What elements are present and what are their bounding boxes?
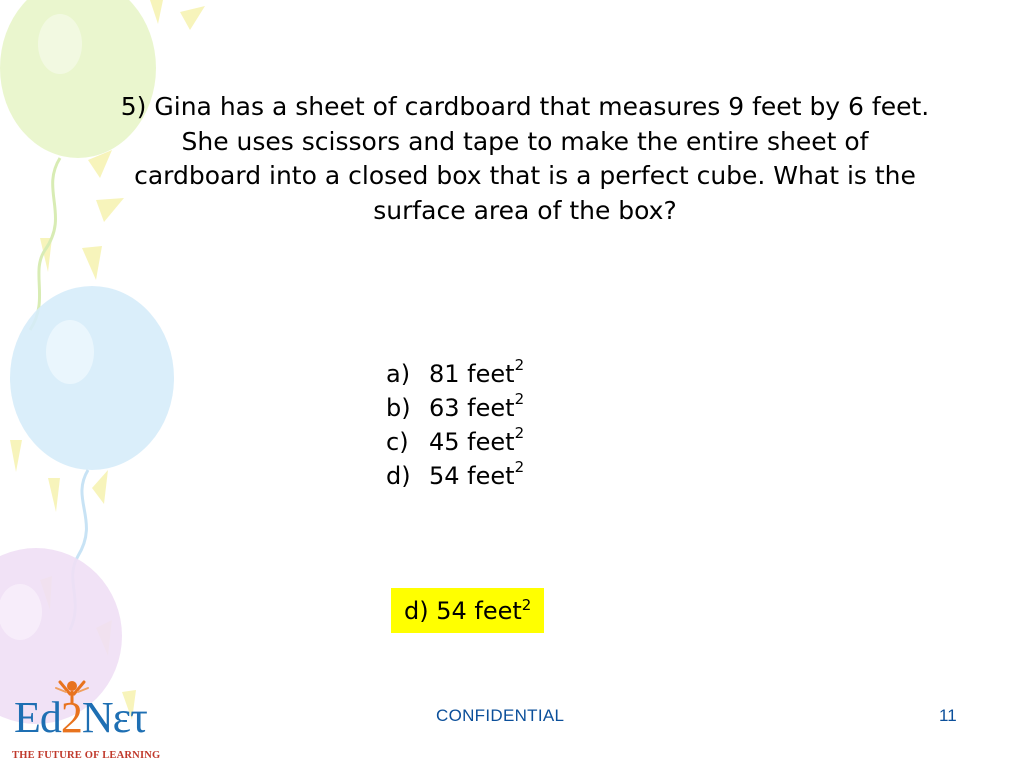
question-text: 5) Gina has a sheet of cardboard that measures 9 feet by 6 feet. She uses scissors and tape to make the entire sheet of cardboard into a closed box that is a perfect cube. What is the surface area of the box? (120, 92, 930, 225)
option-c (386, 425, 524, 459)
option-d (386, 459, 524, 493)
logo-tagline: THE FUTURE OF LEARNING (12, 750, 161, 761)
option-exponent: 2 (514, 390, 525, 408)
logo-text-ed: Ed (14, 693, 61, 742)
option-value: 45 feet (429, 428, 515, 456)
logo-text-two: 2 (60, 693, 82, 742)
confidential-label: CONFIDENTIAL (436, 706, 565, 725)
logo-wordmark (14, 692, 147, 743)
option-letter: c) (386, 428, 409, 456)
correct-answer-highlight (391, 588, 544, 633)
option-letter: b) (386, 394, 411, 422)
option-value: 54 feet (429, 462, 515, 490)
option-exponent: 2 (514, 424, 525, 442)
logo-text-net: Nετ (81, 693, 147, 742)
option-b (386, 391, 524, 425)
option-exponent: 2 (514, 458, 525, 476)
option-letter: a) (386, 360, 411, 388)
ed2net-logo (8, 678, 178, 766)
answer-options-list (386, 357, 524, 493)
option-letter: d) (386, 462, 411, 490)
option-value: 81 feet (429, 360, 515, 388)
option-a (386, 357, 524, 391)
option-exponent: 2 (514, 356, 525, 374)
option-value: 63 feet (429, 394, 515, 422)
answer-text: d) 54 feet (404, 597, 522, 625)
page-number: 11 (939, 706, 957, 725)
answer-exponent: 2 (521, 596, 532, 614)
